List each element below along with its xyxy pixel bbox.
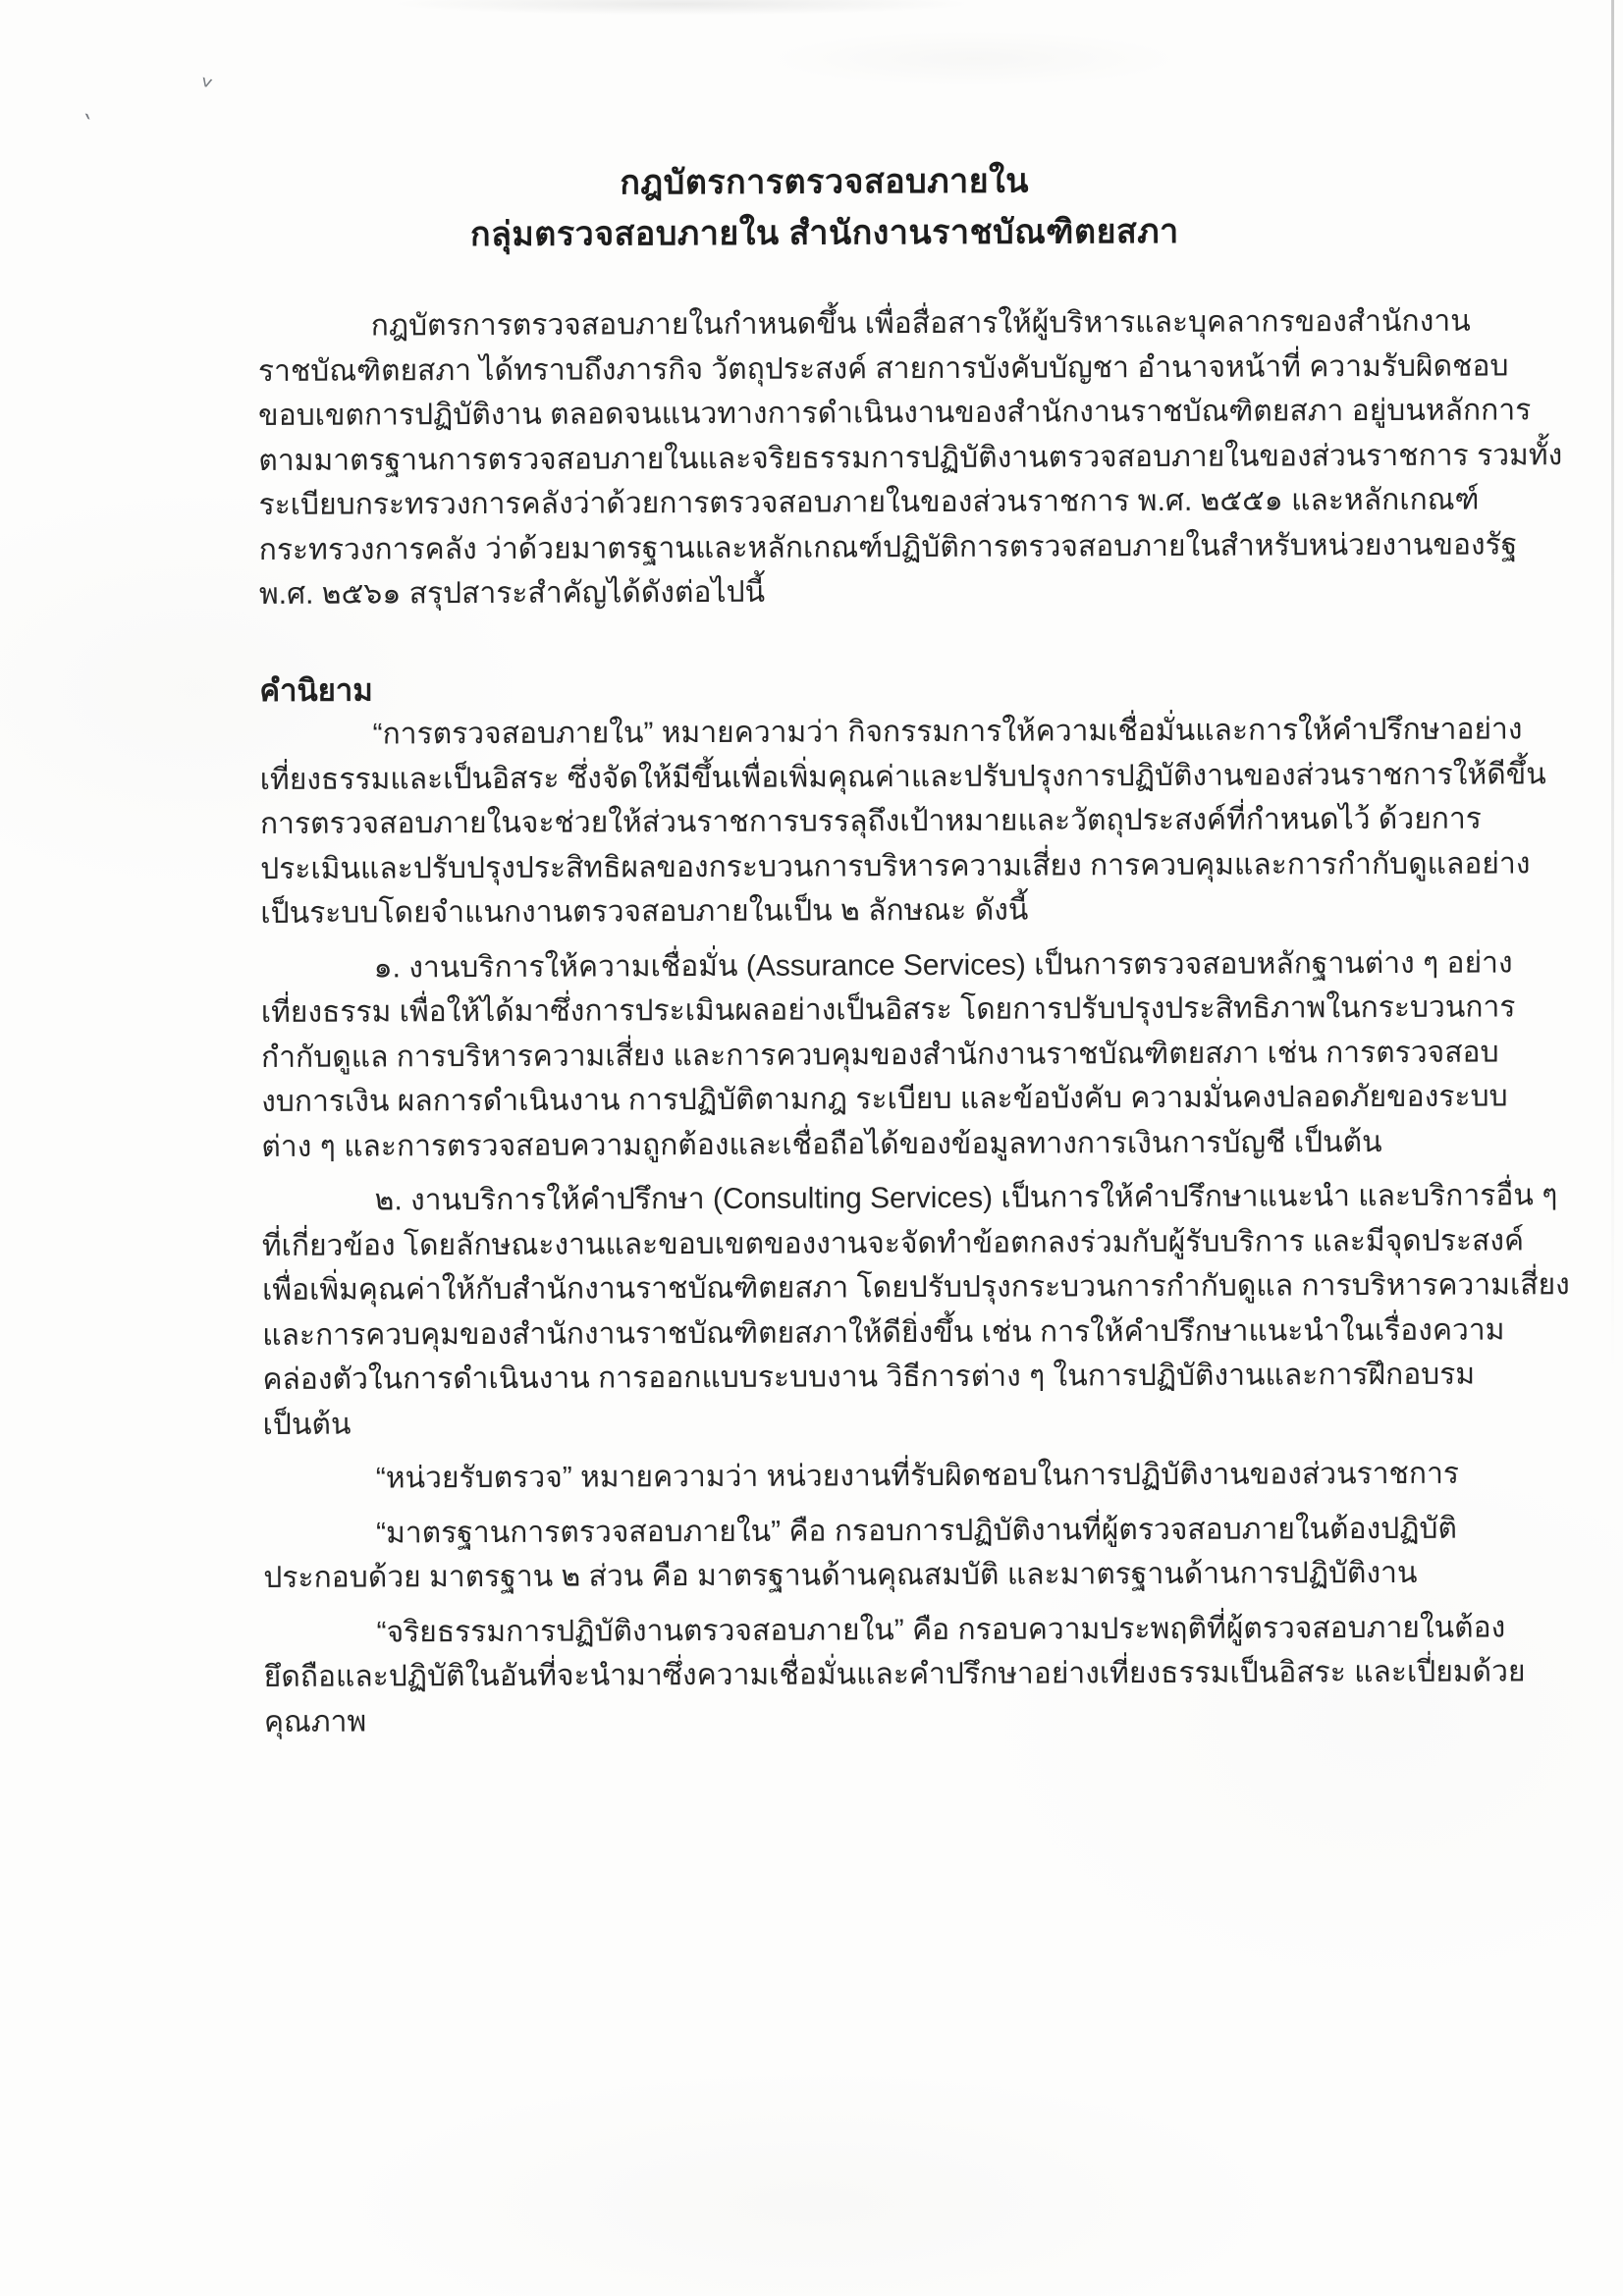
title-line: กฎบัตรการตรวจสอบภายใน: [620, 162, 1030, 202]
text-line: “จริยธรรมการปฏิบัติงานตรวจสอบภายใน” คือ กรอบความประพฤติที่ผู้ตรวจสอบภายในต้อง: [376, 1610, 1506, 1648]
text-line: “มาตรฐานการตรวจสอบภายใน” คือ กรอบการปฏิบัติงานที่ผู้ตรวจสอบภายในต้องปฏิบัติ: [376, 1512, 1458, 1549]
text-line: ขอบเขตการปฏิบัติงาน ตลอดจนแนวทางการดำเนินงานของสำนักงานราชบัณฑิตยสภา อยู่บนหลักการ: [258, 394, 1532, 432]
definition-internal-audit: [259, 708, 1546, 936]
text-line: ราชบัณฑิตยสภา ได้ทราบถึงภารกิจ วัตถุประสงค์ สายการบังคับบัญชา อำนาจหน้าที่ ความรับผิดชอบ: [257, 348, 1509, 388]
page-edge-scan-line: [1611, 0, 1614, 1374]
text-line: ต่าง ๆ และการตรวจสอบความถูกต้องและเชื่อถือได้ของข้อมูลทางการเงินการบัญชี เป็นต้น: [261, 1125, 1382, 1163]
text-line: ๑. งานบริการให้ความเชื่อมั่น (Assurance Services) เป็นการตรวจสอบหลักฐานต่าง ๆ อย่าง: [373, 945, 1513, 984]
section-heading: คำนิยาม: [259, 671, 373, 708]
definitions-heading: [259, 663, 1393, 713]
text-line: ๒. งานบริการให้คำปรึกษา (Consulting Services) เป็นการให้คำปรึกษาแนะนำ และบริการอื่น ๆ: [374, 1179, 1558, 1217]
scan-artifact-mark-top: >: [193, 75, 220, 90]
text-line: เป็นต้น: [262, 1408, 352, 1441]
document-content: [257, 154, 1570, 1744]
text-line: กำกับดูแล การบริหารความเสี่ยง และการควบคุมของสำนักงานราชบัณฑิตยสภา เช่น การตรวจสอบ: [260, 1035, 1499, 1074]
text-line: กระทรวงการคลัง ว่าด้วยมาตรฐานและหลักเกณฑ์ปฏิบัติการตรวจสอบภายในสำหรับหน่วยงานของรัฐ: [258, 527, 1518, 566]
text-line: เพื่อเพิ่มคุณค่าให้กับสำนักงานราชบัณฑิตยสภา โดยปรับปรุงกระบวนการกำกับดูแล การบริหารความเสี่ยง: [261, 1268, 1570, 1307]
text-line: กฎบัตรการตรวจสอบภายในกำหนดขึ้น เพื่อสื่อสารให้ผู้บริหารและบุคลากรของสำนักงาน: [370, 304, 1471, 343]
text-line: พ.ศ. ๒๕๖๑ สรุปสาระสำคัญได้ดังต่อไปนี้: [258, 575, 766, 611]
text-line: ที่เกี่ยวข้อง โดยลักษณะงานและขอบเขตของงานจะจัดทำข้อตกลงร่วมกับผู้รับบริการ และมีจุดประสงค์: [261, 1223, 1525, 1262]
text-line: เที่ยงธรรมและเป็นอิสระ ซึ่งจัดให้มีขึ้นเพื่อเพิ่มคุณค่าและปรับปรุงการปฏิบัติงานของส่วนราชการให้ดีขึ้น: [259, 757, 1546, 796]
definition-audit-ethics: [263, 1605, 1526, 1744]
text-line: ระเบียบกระทรวงการคลังว่าด้วยการตรวจสอบภายในของส่วนราชการ พ.ศ. ๒๕๕๑ และหลักเกณฑ์: [258, 483, 1480, 521]
definition-audit-standards: [263, 1506, 1458, 1600]
text-line: งบการเงิน ผลการดำเนินงาน การปฏิบัติตามกฎ ระเบียบ และข้อบังคับ ความมั่นคงปลอดภัยของระบบ: [261, 1080, 1508, 1118]
text-line: คุณภาพ: [263, 1705, 367, 1738]
scan-artifact-mark-left: `: [75, 110, 98, 143]
text-line: ตามมาตรฐานการตรวจสอบภายในและจริยธรรมการปฏิบัติงานตรวจสอบภายในของส่วนราชการ รวมทั้ง: [258, 438, 1563, 477]
intro-paragraph: [257, 299, 1563, 617]
text-line: ประกอบด้วย มาตรฐาน ๒ ส่วน คือ มาตรฐานด้านคุณสมบัติ และมาตรฐานด้านการปฏิบัติงาน: [263, 1556, 1418, 1594]
text-line: และการควบคุมของสำนักงานราชบัณฑิตยสภาให้ดียิ่งขึ้น เช่น การให้คำปรึกษาแนะนำในเรื่องความ: [262, 1312, 1505, 1352]
text-line: การตรวจสอบภายในจะช่วยให้ส่วนราชการบรรลุถึงเป้าหมายและวัตถุประสงค์ที่กำหนดไว้ ด้วยการ: [259, 802, 1482, 840]
title-line: กลุ่มตรวจสอบภายใน สำนักงานราชบัณฑิตยสภา: [469, 212, 1179, 254]
text-line: “หน่วยรับตรวจ” หมายความว่า หน่วยงานที่รับผิดชอบในการปฏิบัติงานของส่วนราชการ: [375, 1457, 1460, 1495]
text-line: เที่ยงธรรม เพื่อให้ได้มาซึ่งการประเมินผลอย่างเป็นอิสระ โดยการปรับปรุงประสิทธิภาพในกระบวนการ: [260, 990, 1516, 1029]
definition-audited-unit: [263, 1452, 1460, 1502]
text-line: คล่องตัวในการดำเนินงาน การออกแบบระบบงาน วิธีการต่าง ๆ ในการปฏิบัติงานและการฝึกอบรม: [262, 1358, 1476, 1396]
document-title: [257, 154, 1391, 261]
item-assurance-services: [260, 940, 1516, 1169]
text-line: “การตรวจสอบภายใน” หมายความว่า กิจกรรมการให้ความเชื่อมั่นและการให้คำปรึกษาอย่าง: [372, 713, 1523, 751]
text-line: เป็นระบบโดยจำแนกงานตรวจสอบภายในเป็น ๒ ลักษณะ ดังนี้: [260, 893, 1029, 930]
text-line: ประเมินและปรับปรุงประสิทธิผลของกระบวนการบริหารความเสี่ยง การควบคุมและการกำกับดูแลอย่าง: [260, 846, 1531, 885]
text-line: ยึดถือและปฏิบัติในอันที่จะนำมาซึ่งความเชื่อมั่นและคำปรึกษาอย่างเที่ยงธรรมเป็นอิสระ และเปี่ยมด้วย: [263, 1655, 1526, 1693]
item-consulting-services: [261, 1174, 1570, 1447]
